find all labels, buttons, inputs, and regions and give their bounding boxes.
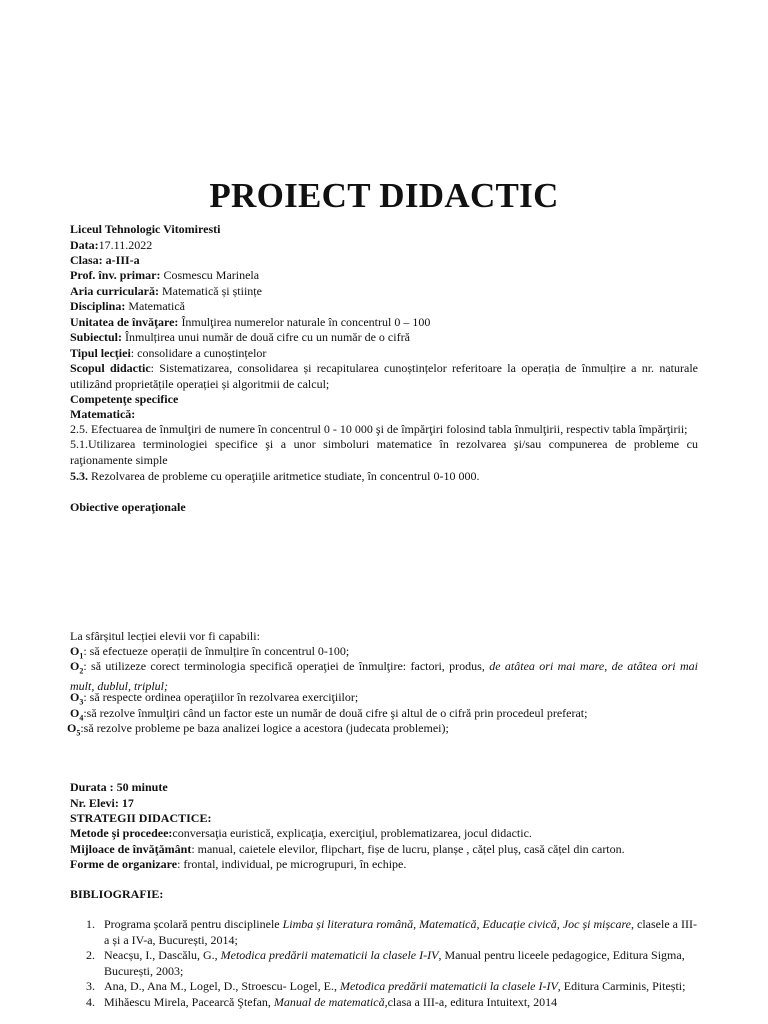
bibliography-item: 2. Neacșu, I., Dascălu, G., Metodica predării matematicii la clasele I-IV, Manual pentru liceele pedagogice, Editura Sigma, București, 2003;	[86, 948, 685, 978]
strategies-heading: STRATEGII DIDACTICE:	[70, 811, 212, 825]
date-line: Data:17.11.2022	[70, 238, 153, 252]
organization-forms-line: Forme de organizare: frontal, individual, pe microgrupuri, în echipe.	[70, 857, 407, 871]
objective-o2: $O_2$: să utilizeze corect terminologia specifică operaţiei de înmulţire: factori, produs, de atâtea ori mai mare, de atâtea ori mai mult, dublul, triplul;	[70, 659, 699, 693]
subject-line: Subiectul: Înmulțirea unui număr de două cifre cu un număr de o cifră	[70, 330, 410, 344]
bibliography-item: 1. Programa școlară pentru disciplinele Limba și literatura română, Matematică, Educație civică, Joc și mișcare, clasele a III-a și a IV-a, București, 2014;	[86, 917, 697, 947]
school-name: Liceul Tehnologic Vitomiresti	[70, 222, 221, 236]
math-heading: Matematică:	[70, 407, 136, 421]
bibliography-item: 4. Mihăescu Mirela, Pacearcă Ştefan, Manual de matematică,clasa a III-a, editura Intuitext, 2014	[86, 994, 558, 1009]
methods-line: Metode şi procedee:conversaţia euristică, explicaţia, exerciţiul, problematizarea, jocul didactic.	[70, 826, 532, 840]
document-title: PROIECT DIDACTIC	[209, 176, 559, 215]
bibliography-item: 3. Ana, D., Ana M., Logel, D., Stroescu- Logel, E., Metodica predării matematicii la clasele I-IV, Editura Carminis, Pitești;	[86, 979, 686, 993]
discipline-line: Disciplina: Matematică	[70, 299, 185, 313]
objective-o3: $O_3$: să respecte ordinea operaţiilor în rezolvarea exerciţiilor;	[70, 690, 359, 707]
objectives-heading: Obiective operaţionale	[70, 500, 186, 514]
competence-5-1: 5.1.Utilizarea terminologiei specifice şi a unor simboluri matematice în rezolvarea şi/sau compunerea de probleme cu raţionamente simple	[70, 437, 698, 467]
bibliography-list	[86, 917, 698, 1010]
class-line: Clasa: a-III-a	[70, 253, 140, 267]
didactic-purpose: Scopul didactic: Sistematizarea, consolidarea și recapitularea cunoștințelor referitoare la operația de înmulțire a nr. naturale utilizând proprietățile operației și algoritmii de calcul;	[70, 361, 698, 391]
curricular-area-line: Aria curriculară: Matematică și științe	[70, 284, 262, 298]
teacher-line: Prof. înv. primar: Cosmescu Marinela	[70, 268, 260, 282]
objectives-intro: La sfârșitul lecției elevii vor fi capabili:	[70, 629, 260, 643]
learning-unit-line: Unitatea de învăţare: Înmulţirea numerelor naturale în concentrul 0 – 100	[70, 315, 431, 329]
competence-2-5: 2.5. Efectuarea de înmulţiri de numere în concentrul 0 - 10 000 şi de împărţiri folosind tabla înmulţirii, respectiv tabla împărţirii;	[70, 422, 688, 436]
competences-heading: Competenţe specifice	[70, 392, 179, 406]
bibliography-heading: BIBLIOGRAFIE:	[70, 887, 164, 901]
competence-5-3: 5.3. Rezolvarea de probleme cu operaţiile aritmetice studiate, în concentrul 0-10 000.	[70, 469, 480, 483]
objective-o1: $O_1$: să efectueze operații de înmulțire în concentrul 0-100;	[70, 644, 350, 661]
lesson-type-line: Tipul lecţiei: consolidare a cunoștințelor	[70, 346, 267, 360]
students-line: Nr. Elevi: 17	[70, 796, 134, 810]
teaching-means-line: Mijloace de învăţământ: manual, caietele elevilor, flipchart, fișe de lucru, planșe , cățel pluș, casă cățel din carton.	[70, 842, 625, 856]
objective-o5: $O_5:să$ rezolve probleme pe baza analizei logice a acestora (judecata problemei);	[67, 721, 449, 738]
objective-o4: $O_4:să$ rezolve înmulţiri când un factor este un număr de două cifre şi altul de o cifră prin procedeul preferat;	[70, 706, 588, 723]
duration-line: Durata : 50 minute	[70, 780, 168, 794]
